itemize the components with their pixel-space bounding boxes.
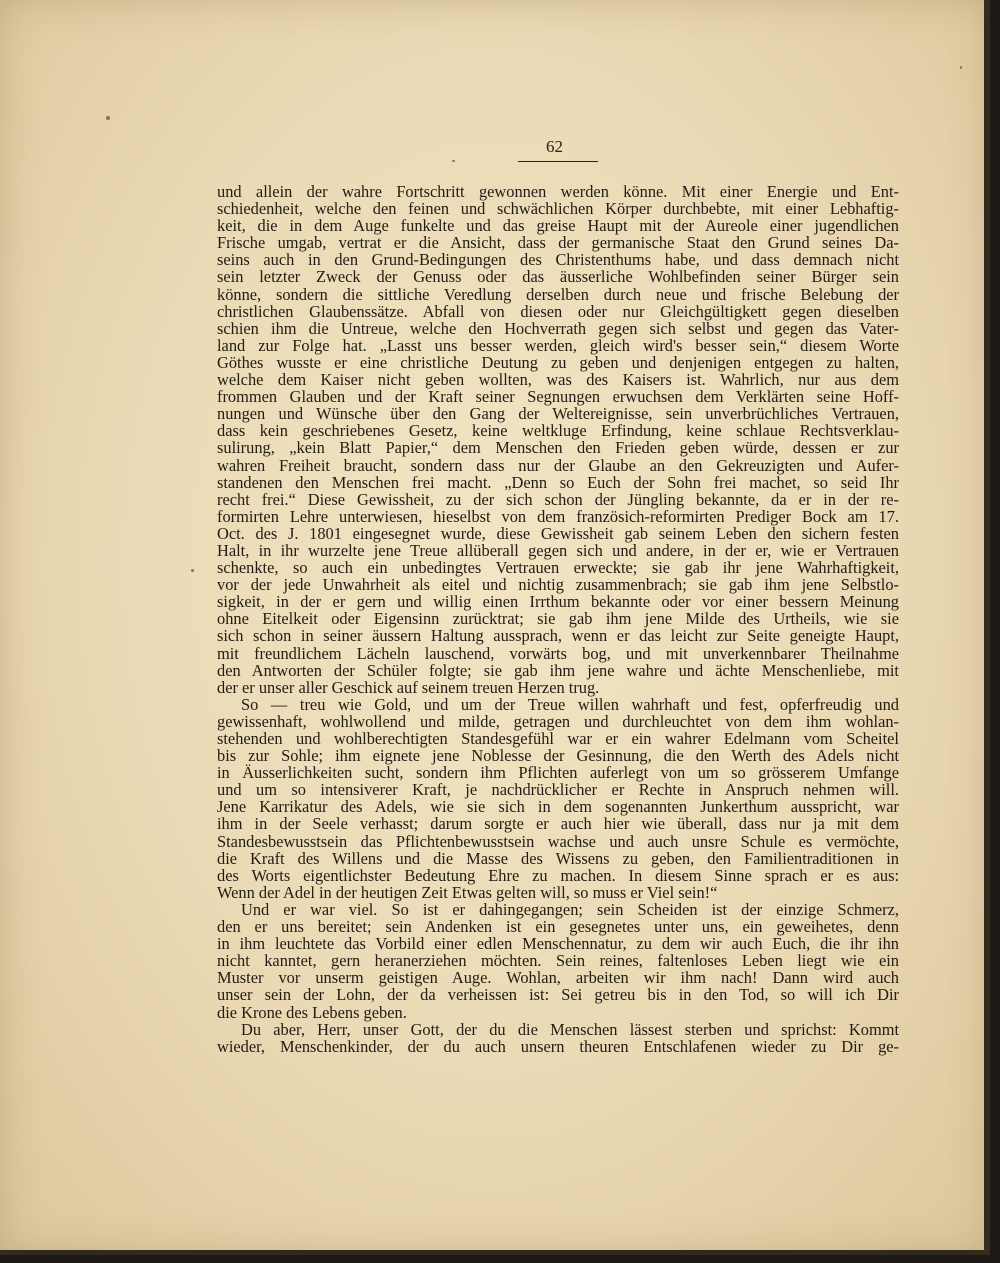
- text-line: Frische umgab, vertrat er die Ansicht, dass der germanische Staat den Grund seines Da-: [217, 233, 899, 253]
- text-line: formirten Lehre unterwiesen, hieselbst von dem französich-reformirten Prediger Bock am 17.: [217, 506, 899, 526]
- text-line: nicht kanntet, gern heranerziehen möchten. Sein reines, faltenloses Leben liegt wie ein: [217, 951, 899, 971]
- text-line: der er unser aller Geschick auf seinem treuen Herzen trug.: [217, 677, 600, 697]
- text-line: standenen den Menschen frei macht. „Denn so Euch der Sohn frei machet, so seid Ihr: [217, 472, 899, 492]
- text-line: sich schon in seiner äussern Haltung aussprach, wenn er das leicht zur Seite geneigte Haupt,: [217, 626, 899, 646]
- text-line: nungen und Wünsche über den Gang der Weltereignisse, sein unverbrüchliches Vertrauen,: [217, 404, 899, 424]
- text-line: christlichen Glaubenssätze. Abfall von diesen oder nur Gleichgültigkett gegen dieselben: [217, 301, 899, 321]
- text-line: wieder, Menschenkinder, der du auch unsern theuren Entschlafenen wieder zu Dir ge-: [217, 1036, 899, 1056]
- text-line: die Krone des Lebens geben.: [217, 1002, 407, 1022]
- paper-speck: [452, 160, 455, 162]
- text-line: den Antworten der Schüler folgte; sie gab ihm jene wahre und ächte Menschenliebe, mit: [217, 660, 899, 680]
- text-line: sigkeit, in der er gern und willig einen Irrthum bekannte oder vor einer bessern Meinung: [217, 592, 899, 612]
- text-line: Oct. des J. 1801 eingesegnet wurde, diese Gewissheit gab seinem Leben den sichern festen: [217, 523, 899, 543]
- text-line: So — treu wie Gold, und um der Treue willen wahrhaft und fest, opferfreudig und: [241, 694, 899, 714]
- text-line: sulirung, „kein Blatt Papier,“ dem Menschen den Frieden geben würde, dessen er zur: [217, 438, 899, 458]
- text-line: könne, sondern die sittliche Veredlung derselben durch neue und frische Belebung der: [217, 284, 899, 304]
- text-line: Muster vor unserm geistigen Auge. Wohlan, arbeiten wir ihm nach! Dann wird auch: [217, 968, 899, 988]
- text-line: Standesbewusstsein das Pflichtenbewusstsein wachse und auch unsre Schule es vermöchte,: [217, 831, 899, 851]
- text-line: Göthes wusste er eine christliche Deutung zu geben und denjenigen entgegen zu halten,: [217, 352, 899, 372]
- text-line: keit, die in dem Auge funkelte und das greise Haupt mit der Aureole einer jugendlichen: [217, 216, 899, 236]
- text-line: und um so intensiverer Kraft, je nachdrücklicher er Rechte in Anspruch nehmen will.: [217, 780, 899, 800]
- page-number: 62: [546, 137, 563, 156]
- text-line: seins auch in den Grund-Bedingungen des Christenthums habe, und dass demnach nicht: [217, 250, 899, 270]
- text-line: land zur Folge hat. „Lasst uns besser werden, gleich wird's besser sein,“ diesem Worte: [217, 335, 899, 355]
- text-line: und allein der wahre Fortschritt gewonnen werden könne. Mit einer Energie und Ent-: [217, 182, 899, 201]
- text-line: stehenden und wohlberechtigten Standesgefühl war er ein wahrer Edelmann vom Scheitel: [217, 729, 899, 748]
- text-line: mit freundlichem Lächeln lauschend, vorwärts bog, und mit unverkennbarer Theilnahme: [217, 643, 899, 663]
- paper-speck: [106, 116, 110, 120]
- text-line: ihm in der Seele verhasst; darum sorgte er auch hier wie überall, dass nur ja mit dem: [217, 814, 899, 834]
- text-line: in ihm leuchtete das Vorbild einer edlen Menschennatur, zu dem wir auch Euch, die ihr ihn: [217, 934, 899, 954]
- header-rule: [518, 161, 598, 162]
- text-line: Wenn der Adel in der heutigen Zeit Etwas gelten will, so muss er Viel sein!“: [217, 882, 718, 902]
- text-line: den er uns bereitet; sein Andenken ist ein gesegnetes unter uns, ein geweihetes, denn: [217, 917, 899, 937]
- body-text: [217, 183, 899, 1055]
- text-line: Halt, in ihr wurzelte jene Treue allüberall gegen sich und andere, in der er, wie er Vertrauen: [217, 540, 899, 560]
- text-line: Jene Karrikatur des Adels, wie sie sich in dem sogenannten Junkerthum ausspricht, war: [217, 797, 899, 817]
- text-line: recht frei.“ Diese Gewissheit, zu der sich schon der Jüngling bekannte, da er in der re-: [217, 489, 899, 509]
- paper-speck: [191, 569, 194, 572]
- text-line: wahren Freiheit braucht, sondern dass nur der Glaube an den Gekreuzigten und Aufer-: [217, 455, 899, 475]
- paper-speck: [960, 66, 962, 69]
- text-line: unser sein der Lohn, der da verheissen ist: Sei getreu bis in den Tod, so will ich Dir: [217, 985, 899, 1005]
- text-line: schenkte, so auch ein unbedingtes Vertrauen erweckte; sie gab ihr jene Wahrhaftigkeit,: [217, 558, 899, 578]
- text-line: schien ihm die Untreue, welche den Hochverrath gegen sich selbst und gegen das Vater-: [217, 318, 899, 338]
- text-line: des Worts eigentlichster Bedeutung Ehre zu machen. In diesem Sinne sprach er es aus:: [217, 865, 899, 885]
- text-line: in Äusserlichkeiten sucht, sondern ihm Pflichten auferlegt von um so grösserem Umfange: [217, 763, 899, 783]
- text-line: ohne Eitelkeit oder Eigensinn zurücktrat; sie gab ihm jene Milde des Urtheils, wie sie: [217, 609, 899, 629]
- text-line: Und er war viel. So ist er dahingegangen; sein Scheiden ist der einzige Schmerz,: [241, 899, 899, 919]
- text-line: sein letzter Zweck der Genuss oder das äusserliche Wohlbefinden seiner Bürger sein: [217, 267, 899, 287]
- text-line: gewissenhaft, wohlwollend und milde, getragen und durchleuchtet von dem ihm wohlan-: [217, 711, 899, 731]
- text-line: dass kein geschriebenes Gesetz, keine weltkluge Erfindung, keine schlaue Rechtsverklau-: [217, 421, 899, 441]
- text-line: schiedenheit, welche den feinen und schwächlichen Körper durchbebte, mit einer Lebhaftig-: [217, 199, 899, 219]
- text-line: Du aber, Herr, unser Gott, der du die Menschen lässest sterben und sprichst: Kommt: [241, 1019, 899, 1039]
- text-line: welche dem Kaiser nicht geben wollten, was des Kaisers ist. Wahrlich, nur aus dem: [217, 370, 899, 390]
- text-line: die Kraft des Willens und die Masse des Wissens zu geben, den Familientraditionen in: [217, 848, 899, 868]
- text-line: vor der jede Unwahrheit als eitel und nichtig zusammenbrach; sie gab ihm jene Selbstlo-: [217, 575, 899, 595]
- text-line: frommen Glauben und der Kraft seiner Segnungen erwuchsen dem Verklärten seine Hoff-: [217, 387, 899, 407]
- text-line: bis zur Sohle; ihm eignete jene Noblesse der Gesinnung, die den Werth des Adels nicht: [217, 746, 899, 766]
